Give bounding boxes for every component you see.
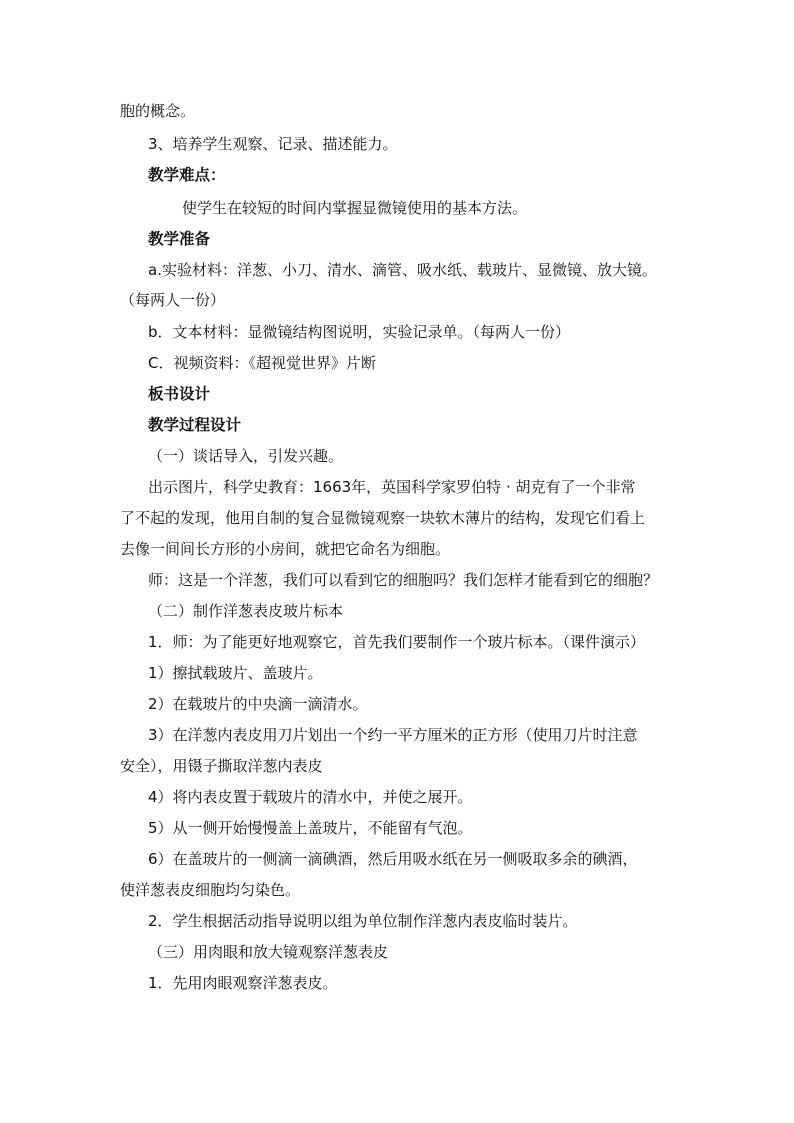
text-line: 师：这是一个洋葱，我们可以看到它的细胞吗？我们怎样才能看到它的细胞？ [148,571,659,589]
preparation-item-a: a.实验材料：洋葱、小刀、清水、滴管、吸水纸、载玻片、显微镜、放大镜。 [148,261,657,279]
section-heading-preparation: 教学准备 [148,230,211,248]
sub-step-3: 3）在洋葱内表皮用刀片划出一个约一平方厘米的正方形（使用刀片时注意 [148,726,638,744]
subsection-heading-2: （二）制作洋葱表皮玻片标本 [148,602,344,620]
text-line: 使学生在较短的时间内掌握显微镜使用的基本方法。 [182,199,528,217]
text-line: 使洋葱表皮细胞均匀染色。 [120,881,301,899]
preparation-item-c: C．视频资料：《超视觉世界》片断 [148,354,376,372]
subsection-heading-3: （三）用肉眼和放大镜观察洋葱表皮 [148,943,389,961]
objective-item-3: 3、培养学生观察、记录、描述能力。 [148,135,398,153]
preparation-item-b: b．文本材料：显微镜结构图说明，实验记录单。（每两人一份） [148,323,571,341]
text-line: 出示图片，科学史教育：1663年，英国科学家罗伯特 · 胡克有了一个非常 [148,478,636,496]
text-line: 胞的概念。 [120,102,196,120]
step-2: 2．学生根据活动指导说明以组为单位制作洋葱内表皮临时装片。 [148,912,578,930]
section-heading-process: 教学过程设计 [148,416,242,434]
sub-step-2: 2）在载玻片的中央滴一滴清水。 [148,695,368,713]
sub-step-5: 5）从一侧开始慢慢盖上盖玻片，不能留有气泡。 [148,819,473,837]
step-1: 1．师：为了能更好地观察它，首先我们要制作一个玻片标本。（课件演示） [148,633,646,651]
text-line: 了不起的发现，他用自制的复合显微镜观察一块软木薄片的结构，发现它们看上 [120,509,646,527]
sub-step-4: 4）将内表皮置于载玻片的清水中，并使之展开。 [148,788,473,806]
sub-step-6: 6）在盖玻片的一侧滴一滴碘酒，然后用吸水纸在另一侧吸取多余的碘酒， [148,850,638,868]
sub-step-1: 1）擦拭载玻片、盖玻片。 [148,664,323,682]
section-heading-difficulty: 教学难点： [148,166,226,184]
step-1-observe: 1．先用肉眼观察洋葱表皮。 [148,974,338,992]
text-line: 安全），用镊子撕取洋葱内表皮 [120,757,323,775]
text-line: 去像一间间长方形的小房间，就把它命名为细胞。 [120,540,451,558]
section-heading-board: 板书设计 [148,385,211,403]
subsection-heading-1: （一）谈话导入，引发兴趣。 [148,447,344,465]
text-line: （每两人一份） [120,291,226,309]
